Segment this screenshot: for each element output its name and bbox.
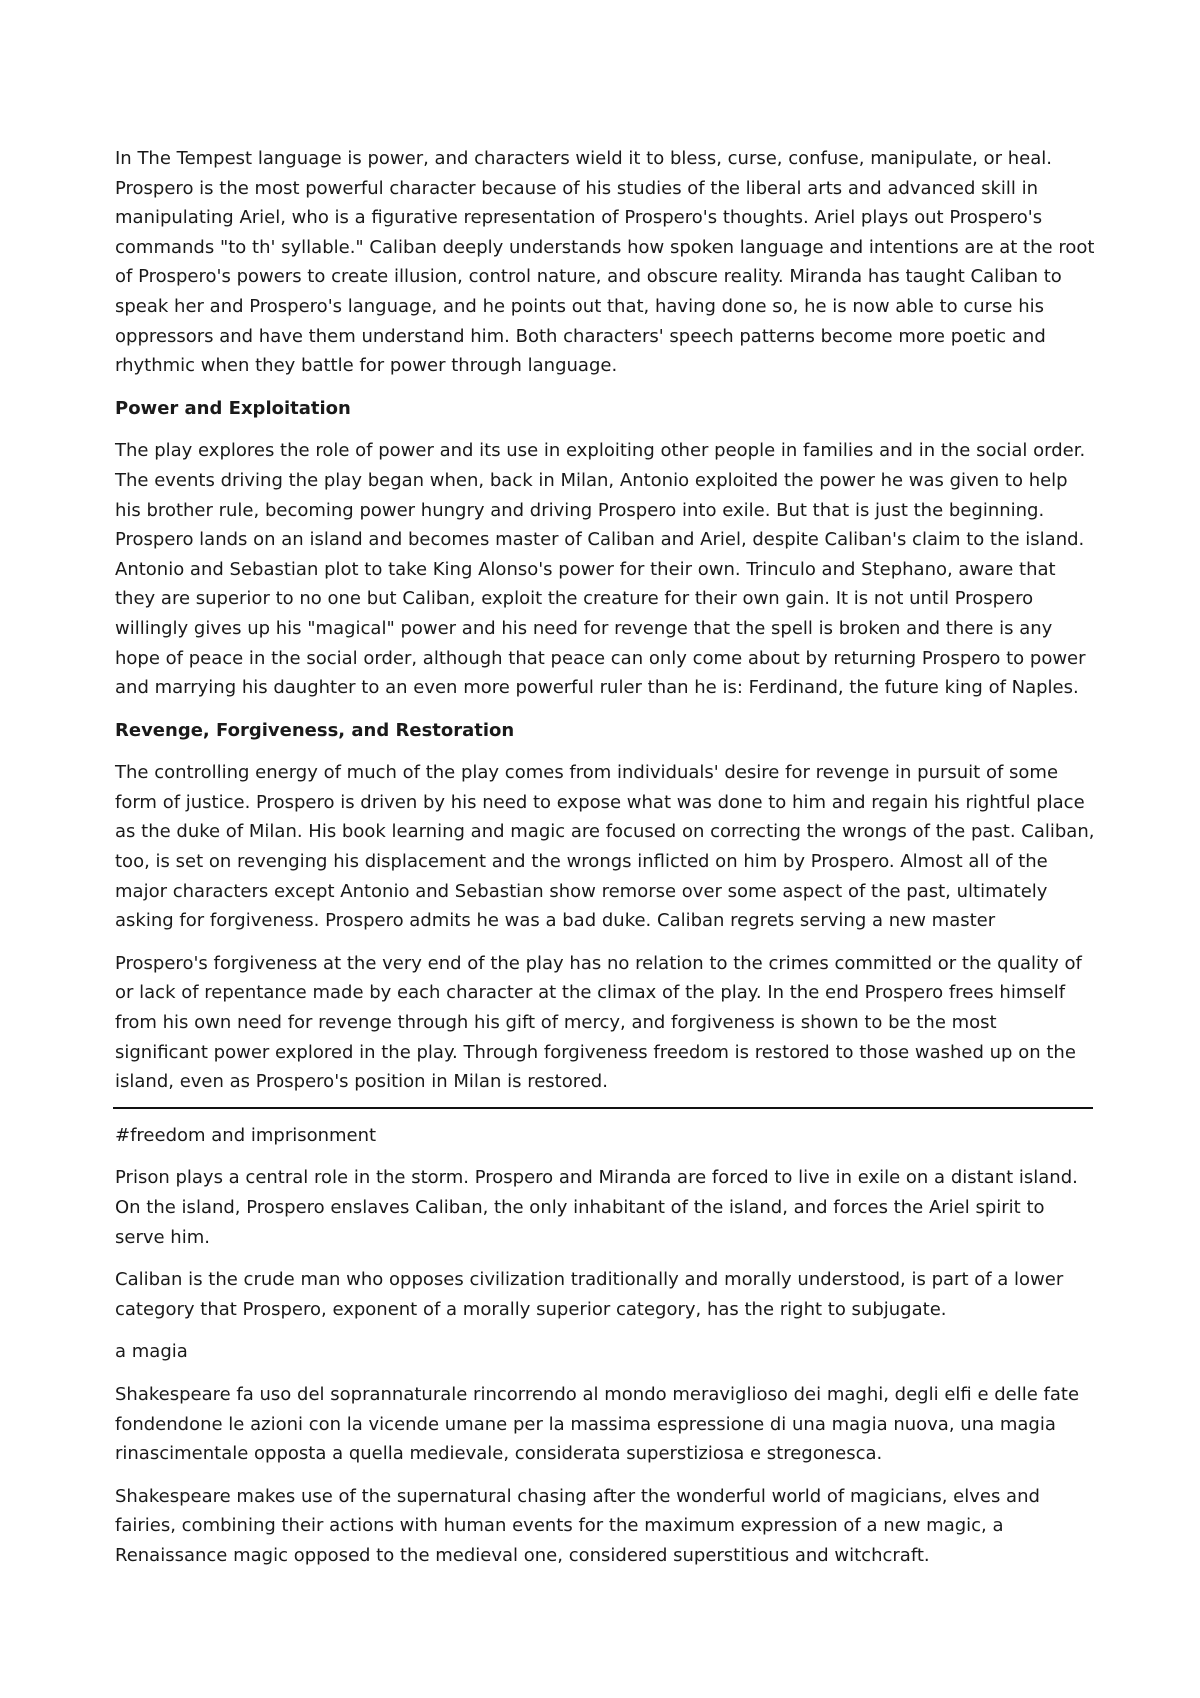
paragraph-english-magic: Shakespeare makes use of the supernatural chasing after the wonderful world of magicians, elves and fairies, combining their actions with human events for the maximum expression of a new magic, a Renaissance magic opposed to the medieval one, considered superstitious and witchcraft. [115,1485,1040,1566]
paragraph-prison: Prison plays a central role in the storm. Prospero and Miranda are forced to live in exile on a distant island. On the island, Prospero enslaves Caliban, the only inhabitant of the island, and forces the Ariel spirit to serve him. [115,1167,1078,1248]
heading-power-exploitation: Power and Exploitation [115,397,351,419]
heading-revenge-forgiveness: Revenge, Forgiveness, and Restoration [115,719,515,741]
paragraph-caliban: Caliban is the crude man who opposes civilization traditionally and morally understood, is part of a lower category that Prospero, exponent of a morally superior category, has the right to subjugate. [115,1269,1064,1320]
paragraph-forgiveness: Prospero's forgiveness at the very end of the play has no relation to the crimes committed or the quality of or lack of repentance made by each character at the climax of the play. In the end Prospero frees himself from his own need for revenge through his gift of mercy, and forgiveness is shown to be the most significant power explored in the play. Through forgiveness freedom is restored to those washed up on the island, even as Prospero's position in Milan is restored. [115,952,1082,1093]
document-page [115,144,1095,1584]
paragraph-revenge: The controlling energy of much of the play comes from individuals' desire for revenge in pursuit of some form of justice. Prospero is driven by his need to expose what was done to him and regain his rightful place as the duke of Milan. His book learning and magic are focused on correcting the wrongs of the past. Caliban, too, is set on revenging his displacement and the wrongs inflicted on him by Prospero. Almost all of the major characters except Antonio and Sebastian show remorse over some aspect of the past, ultimately asking for forgiveness. Prospero admits he was a bad duke. Caliban regrets serving a new master [115,762,1095,932]
paragraph-language-power: In The Tempest language is power, and characters wield it to bless, curse, confuse, manipulate, or heal. Prospero is the most powerful character because of his studies of the liberal arts and advanced skill in manipulating Ariel, who is a figurative representation of Prospero's thoughts. Ariel plays out Prospero's commands "to th' syllable." Caliban deeply understands how spoken language and intentions are at the root of Prospero's powers to create illusion, control nature, and obscure reality. Miranda has taught Caliban to speak her and Prospero's language, and he points out that, having done so, he is now able to curse his oppressors and have them understand him. Both characters' speech patterns become more poetic and rhythmic when they battle for power through language. [115,148,1095,377]
horizontal-rule [113,1107,1093,1109]
paragraph-magia-label: a magia [115,1341,188,1363]
paragraph-italian-magic: Shakespeare fa uso del soprannaturale rincorrendo al mondo meraviglioso dei maghi, degli elfi e delle fate fondendone le azioni con la vicende umane per la massima espressione di una magia nuova, una magia rinascimentale opposta a quella medievale, considerata superstiziosa e stregonesca. [115,1383,1080,1465]
paragraph-power-exploitation: The play explores the role of power and its use in exploiting other people in families and in the social order. The events driving the play began when, back in Milan, Antonio exploited the power he was given to help his brother rule, becoming power hungry and driving Prospero into exile. But that is just the beginning. Prospero lands on an island and becomes master of Caliban and Ariel, despite Caliban's claim to the island. Antonio and Sebastian plot to take King Alonso's power for their own. Trinculo and Stephano, aware that they are superior to no one but Caliban, exploit the creature for their own gain. It is not until Prospero willingly gives up his "magical" power and his need for revenge that the spell is broken and there is any hope of peace in the social order, although that peace can only come about by returning Prospero to power and marrying his daughter to an even more powerful ruler than he is: Ferdinand, the future king of Naples. [115,440,1086,699]
paragraph-freedom-tag: #freedom and imprisonment [115,1124,377,1146]
